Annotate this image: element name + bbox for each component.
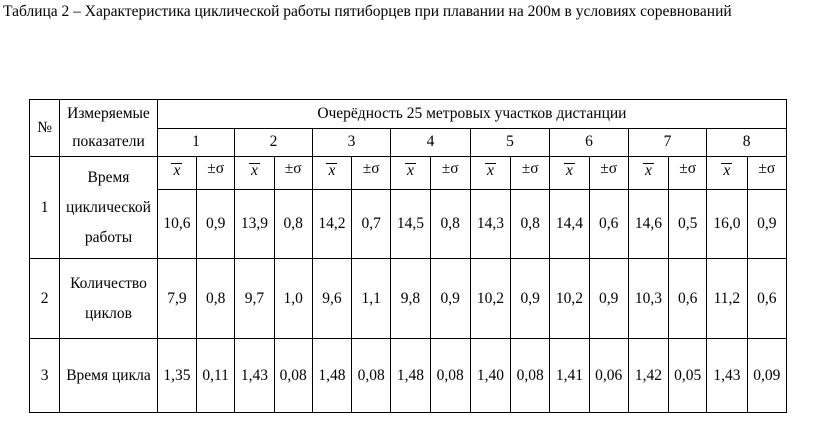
- mean-value: 10,6: [157, 190, 196, 259]
- mean-value: 1,48: [312, 339, 351, 413]
- mean-symbol: [470, 157, 510, 190]
- sd-value: 0,08: [352, 339, 391, 413]
- mean-symbol: [235, 157, 274, 190]
- sd-value: 0,9: [747, 190, 787, 259]
- mean-value: 14,2: [312, 190, 351, 259]
- sd-value: 0,06: [589, 339, 628, 413]
- mean-value: 1,42: [628, 339, 668, 413]
- section-number: 2: [235, 128, 312, 157]
- sd-value: 0,8: [197, 259, 235, 339]
- mean-value: 9,8: [391, 259, 430, 339]
- mean-symbol: [707, 157, 747, 190]
- section-number: 5: [470, 128, 550, 157]
- mean-value: 14,4: [550, 190, 589, 259]
- mean-value: 11,2: [707, 259, 747, 339]
- mean-value: 14,3: [470, 190, 510, 259]
- sd-symbol: ±σ: [511, 157, 550, 190]
- sd-value: 0,08: [274, 339, 312, 413]
- number-header: №: [30, 100, 60, 157]
- mean-symbol-text: x: [406, 162, 414, 179]
- sd-value: 0,9: [197, 190, 235, 259]
- mean-value: 10,3: [628, 259, 668, 339]
- table-row: [30, 339, 787, 413]
- row-number: 3: [30, 339, 60, 413]
- sd-value: 0,6: [669, 259, 707, 339]
- mean-value: 1,48: [391, 339, 430, 413]
- mean-value: 1,43: [235, 339, 274, 413]
- mean-value: 1,40: [470, 339, 510, 413]
- mean-symbol-text: x: [173, 162, 181, 179]
- sd-symbol: ±σ: [669, 157, 707, 190]
- sd-value: 0,08: [511, 339, 550, 413]
- sd-value: 0,9: [589, 259, 628, 339]
- mean-symbol: [391, 157, 430, 190]
- sd-symbol: ±σ: [589, 157, 628, 190]
- sd-value: 0,09: [747, 339, 787, 413]
- mean-value: 10,2: [550, 259, 589, 339]
- mean-value: 9,6: [312, 259, 351, 339]
- sections-header: Очерёдность 25 метровых участков дистанции: [157, 100, 786, 129]
- sd-value: 0,6: [589, 190, 628, 259]
- sd-symbol: ±σ: [352, 157, 391, 190]
- sd-symbol: ±σ: [430, 157, 470, 190]
- mean-symbol-text: x: [723, 162, 731, 179]
- mean-symbol-text: x: [328, 162, 336, 179]
- sd-value: 0,8: [274, 190, 312, 259]
- mean-value: 1,41: [550, 339, 589, 413]
- mean-symbol-text: x: [250, 162, 258, 179]
- section-number: 6: [550, 128, 629, 157]
- mean-value: 1,35: [157, 339, 196, 413]
- sd-value: 0,6: [747, 259, 787, 339]
- mean-symbol-text: x: [644, 162, 652, 179]
- sd-value: 0,08: [430, 339, 470, 413]
- mean-value: 9,7: [235, 259, 274, 339]
- metric-name: Время цикла: [60, 339, 158, 413]
- sd-value: 0,9: [511, 259, 550, 339]
- mean-value: 7,9: [157, 259, 196, 339]
- indicators-header: Измеряемые показатели: [60, 100, 158, 157]
- sd-symbol: ±σ: [747, 157, 787, 190]
- table-caption: Таблица 2 – Характеристика циклической работы пятиборцев при плавании на 200м в условиях соревнований: [3, 3, 732, 20]
- sd-value: 0,8: [430, 190, 470, 259]
- mean-symbol: [628, 157, 668, 190]
- mean-value: 14,5: [391, 190, 430, 259]
- metric-name: Количество циклов: [60, 259, 158, 339]
- section-number: 8: [707, 128, 787, 157]
- mean-value: 1,43: [707, 339, 747, 413]
- sd-value: 0,9: [430, 259, 470, 339]
- row-number: 1: [30, 157, 60, 259]
- sd-value: 0,8: [511, 190, 550, 259]
- header-row-main: [30, 100, 787, 129]
- mean-symbol: [312, 157, 351, 190]
- header-row-symbols: [30, 157, 787, 190]
- sd-value: 1,1: [352, 259, 391, 339]
- section-number: 4: [391, 128, 471, 157]
- sd-symbol: ±σ: [197, 157, 235, 190]
- sd-value: 0,7: [352, 190, 391, 259]
- mean-symbol: [550, 157, 589, 190]
- section-number: 1: [157, 128, 234, 157]
- sd-value: 0,5: [669, 190, 707, 259]
- metric-name: Время циклической работы: [60, 157, 158, 259]
- mean-symbol: [157, 157, 196, 190]
- mean-value: 13,9: [235, 190, 274, 259]
- section-number: 7: [628, 128, 706, 157]
- mean-value: 16,0: [707, 190, 747, 259]
- sd-symbol: ±σ: [274, 157, 312, 190]
- mean-value: 14,6: [628, 190, 668, 259]
- row-number: 2: [30, 259, 60, 339]
- mean-value: 10,2: [470, 259, 510, 339]
- sd-value: 1,0: [274, 259, 312, 339]
- sd-value: 0,11: [197, 339, 235, 413]
- section-number: 3: [312, 128, 391, 157]
- data-table: [29, 99, 787, 413]
- mean-symbol-text: x: [565, 162, 573, 179]
- mean-symbol-text: x: [486, 162, 494, 179]
- table-row: [30, 259, 787, 339]
- sd-value: 0,05: [669, 339, 707, 413]
